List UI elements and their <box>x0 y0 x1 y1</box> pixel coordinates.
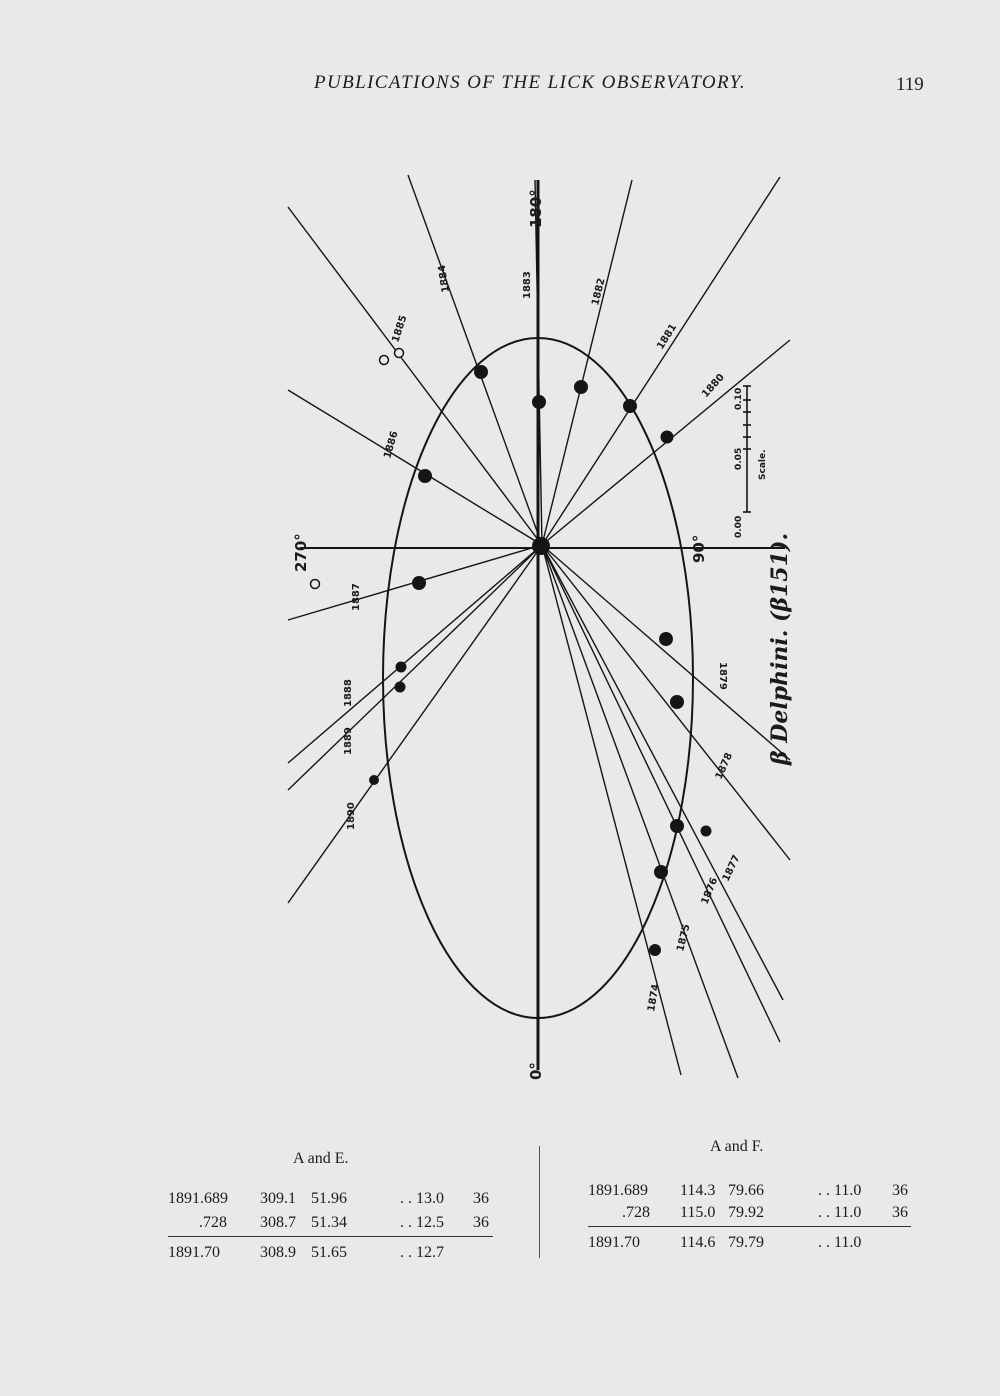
distance-cell: 79.92 <box>728 1204 764 1221</box>
year-label-1875: 1875 <box>675 923 693 953</box>
dot-1874 <box>649 944 661 956</box>
angle-cell: 309.1 <box>260 1190 296 1207</box>
scale-tick-2: 0.10 <box>734 387 744 410</box>
table-rule <box>168 1236 493 1237</box>
line-1886 <box>288 390 542 545</box>
dot-1881 <box>623 399 637 413</box>
dot-1887 <box>412 576 426 590</box>
running-header-title: PUBLICATIONS OF THE LICK OBSERVATORY. <box>313 72 747 93</box>
year-label-1883: 1883 <box>522 271 533 299</box>
dot-1888b <box>395 682 406 693</box>
scale-bar <box>743 386 751 512</box>
dot-1884 <box>474 365 488 379</box>
table-rule <box>588 1226 911 1227</box>
count-cell: 36 <box>892 1182 908 1199</box>
table-mean-row <box>588 1234 913 1258</box>
dot-1878 <box>670 695 684 709</box>
star-designation-title: β Delphini. (β151). <box>767 532 793 765</box>
angle-cell: 114.6 <box>680 1234 716 1251</box>
year-label-1880: 1880 <box>700 371 727 401</box>
table-mean-row <box>168 1244 493 1268</box>
epoch-cell: .728 <box>622 1204 650 1221</box>
dot-1886 <box>418 469 432 483</box>
scale-tick-0: 0.00 <box>734 515 744 538</box>
magnitude-cell: . . 11.0 <box>818 1204 862 1221</box>
year-label-1876: 1876 <box>699 876 721 907</box>
line-1890 <box>288 545 542 903</box>
open-dot-1885b <box>395 349 404 358</box>
dot-1880 <box>661 431 674 444</box>
line-1876 <box>542 545 780 1042</box>
year-label-1881: 1881 <box>655 322 680 352</box>
distance-cell: 51.65 <box>311 1244 347 1261</box>
dot-1876 <box>670 819 684 833</box>
table-row <box>168 1190 493 1214</box>
line-1884 <box>408 175 542 545</box>
year-label-1887: 1887 <box>351 583 362 611</box>
count-cell: 36 <box>892 1204 908 1221</box>
line-1875 <box>542 545 738 1078</box>
year-label-1882: 1882 <box>590 277 608 307</box>
line-1874 <box>542 545 681 1075</box>
table-caption: A and E. <box>293 1150 349 1167</box>
scale-title: Scale. <box>758 449 768 480</box>
epoch-cell: 1891.689 <box>168 1190 228 1207</box>
magnitude-cell: . . 13.0 <box>400 1190 444 1207</box>
line-1885 <box>288 207 542 545</box>
dot-1890 <box>369 775 379 785</box>
count-cell: 36 <box>473 1214 489 1231</box>
distance-cell: 51.34 <box>311 1214 347 1231</box>
magnitude-cell: . . 11.0 <box>818 1182 862 1199</box>
year-label-1878: 1878 <box>713 751 736 782</box>
epoch-cell: .728 <box>199 1214 227 1231</box>
angle-label-270: 270° <box>292 533 310 572</box>
dot-1888a <box>396 662 407 673</box>
column-separator <box>539 1146 540 1258</box>
angle-label-180: 180° <box>527 189 545 228</box>
table-a-and-e <box>168 1150 493 1270</box>
epoch-cell: 1891.70 <box>588 1234 640 1251</box>
dot-1877 <box>701 826 712 837</box>
table-row <box>588 1182 913 1206</box>
line-1882 <box>542 180 632 545</box>
page-number: 119 <box>896 74 924 95</box>
year-label-1886: 1886 <box>382 430 401 460</box>
year-label-1889: 1889 <box>343 727 354 755</box>
open-dot-1885a <box>380 356 389 365</box>
line-1879 <box>542 545 790 760</box>
dot-1883 <box>532 395 546 409</box>
magnitude-cell: . . 12.5 <box>400 1214 444 1231</box>
line-1878 <box>542 545 790 860</box>
primary-star-dot <box>532 537 550 555</box>
epoch-cell: 1891.70 <box>168 1244 220 1261</box>
angle-cell: 115.0 <box>680 1204 716 1221</box>
angle-label-90: 90° <box>690 534 708 563</box>
line-1877 <box>542 545 783 1000</box>
angle-cell: 114.3 <box>680 1182 716 1199</box>
table-row <box>588 1204 913 1228</box>
angle-cell: 308.9 <box>260 1244 296 1261</box>
distance-cell: 79.79 <box>728 1234 764 1251</box>
year-label-1885: 1885 <box>390 314 410 344</box>
year-label-1874: 1874 <box>646 983 662 1013</box>
year-label-1890: 1890 <box>346 802 357 830</box>
angle-label-0: 0° <box>527 1062 545 1080</box>
distance-cell: 79.66 <box>728 1182 764 1199</box>
table-row <box>168 1214 493 1238</box>
magnitude-cell: . . 11.0 <box>818 1234 862 1251</box>
dot-1875 <box>654 865 668 879</box>
year-label-1888: 1888 <box>343 679 354 707</box>
open-dot-270 <box>311 580 320 589</box>
table-caption: A and F. <box>710 1138 764 1155</box>
scale-tick-1: 0.05 <box>734 447 744 470</box>
year-label-1877: 1877 <box>720 853 743 884</box>
dot-1882 <box>574 380 588 394</box>
distance-cell: 51.96 <box>311 1190 347 1207</box>
line-1881 <box>542 177 780 545</box>
year-label-1884: 1884 <box>436 264 452 294</box>
angle-cell: 308.7 <box>260 1214 296 1231</box>
table-a-and-f <box>588 1138 913 1258</box>
magnitude-cell: . . 12.7 <box>400 1244 444 1261</box>
year-label-1879: 1879 <box>717 662 728 690</box>
epoch-cell: 1891.689 <box>588 1182 648 1199</box>
count-cell: 36 <box>473 1190 489 1207</box>
dot-1879 <box>659 632 673 646</box>
